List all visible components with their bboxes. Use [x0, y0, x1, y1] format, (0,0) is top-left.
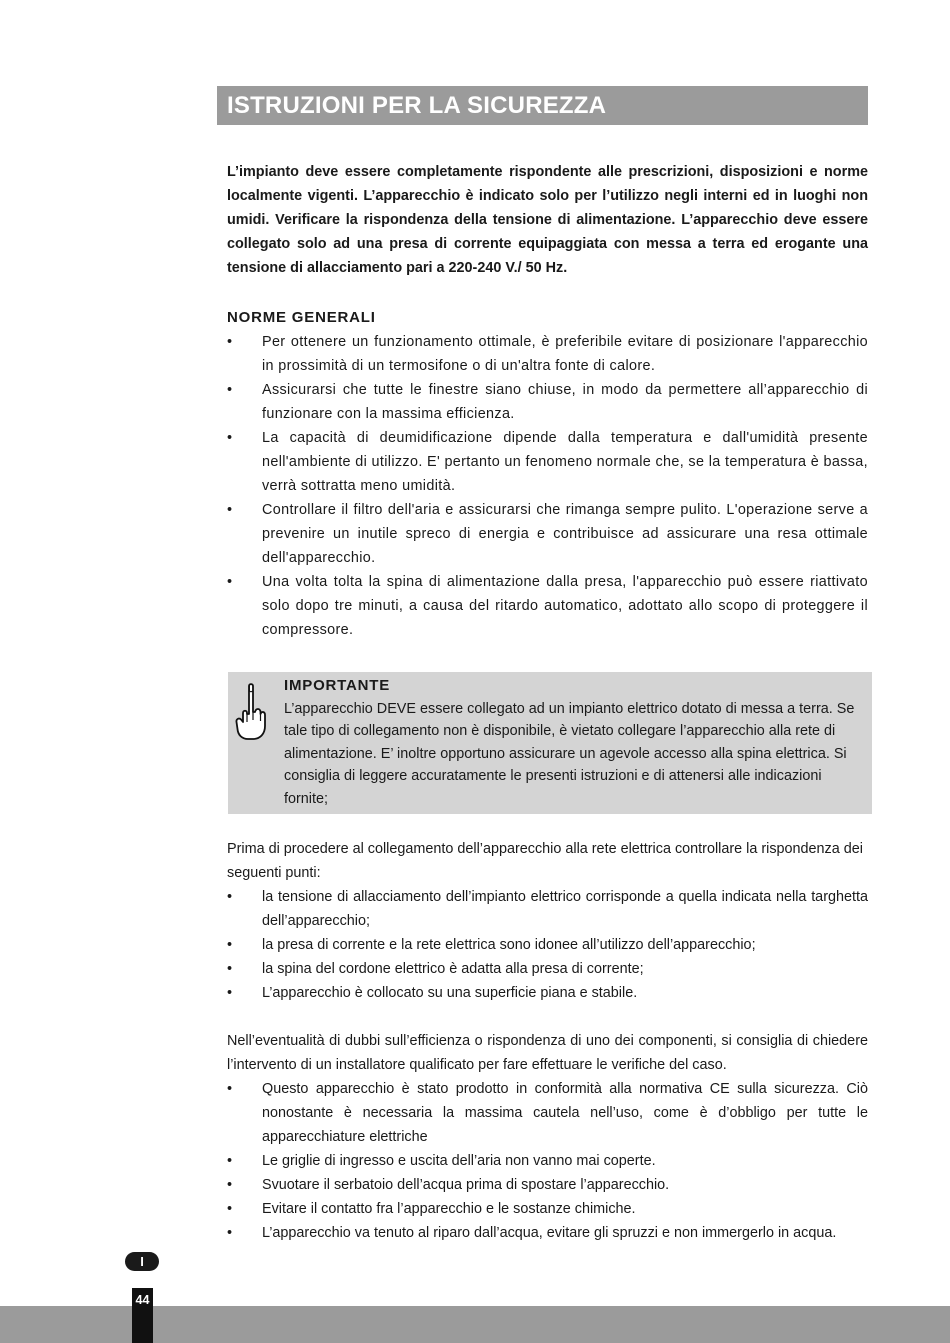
page-title: ISTRUZIONI PER LA SICUREZZA [217, 86, 868, 125]
checks-intro: Prima di procedere al collegamento dell’apparecchio alla rete elettrica controllare la rispondenza dei seguenti punti: [227, 841, 863, 881]
page-number: 44 [132, 1288, 153, 1343]
important-notice [228, 672, 872, 814]
list-item: • Evitare il contatto fra l’apparecchio e le sostanze chimiche. [227, 1197, 868, 1221]
list-item: • Le griglie di ingresso e uscita dell’aria non vanno mai coperte. [227, 1149, 868, 1173]
list-item: • Questo apparecchio è stato prodotto in conformità alla normativa CE sulla sicurezza. Ciò nonostante è necessaria la massima cautela nell’uso, come è d’obbligo per tutte le apparecchiature elettriche [227, 1077, 868, 1149]
language-badge: I [125, 1252, 159, 1271]
important-text: L’apparecchio DEVE essere collegato ad un impianto elettrico dotato di messa a terra. Se tale tipo di collegamento non è disponibile, è vietato collegare l’apparecchio alla rete di alimentazione. E’ inoltre opportuno assicurare un agevole accesso alla spina elettrica. Si consiglia di leggere accuratamente le presenti istruzioni e di attenersi alle indicazioni fornite; [284, 700, 855, 807]
list-item: • L’apparecchio va tenuto al riparo dall’acqua, evitare gli spruzzi e non immergerlo in acqua. [227, 1221, 868, 1245]
norme-list [227, 330, 868, 642]
list-item: • Una volta tolta la spina di alimentazione dalla presa, l'apparecchio può essere riattivato solo dopo tre minuti, a causa del ritardo automatico, adottato allo scopo di proteggere il compressore. [227, 570, 868, 642]
list-item: • Per ottenere un funzionamento ottimale, è preferibile evitare di posizionare l'apparecchio in prossimità di un termosifone o di un'altra fonte di calore. [227, 330, 868, 378]
list-item: • L’apparecchio è collocato su una superficie piana e stabile. [227, 981, 868, 1005]
important-title: IMPORTANTE [284, 677, 391, 694]
pointing-hand-icon [234, 682, 268, 742]
final-list [227, 1077, 868, 1245]
list-item: • Svuotare il serbatoio dell’acqua prima di spostare l’apparecchio. [227, 1173, 868, 1197]
doubts-paragraph: Nell’eventualità di dubbi sull’efficienza o rispondenza di uno dei componenti, si consiglia di chiedere l’intervento di un installatore qualificato per fare effettuare le verifiche del caso. [227, 1033, 868, 1073]
list-item: • La capacità di deumidificazione dipende dalla temperatura e dall'umidità presente nell'ambiente di utilizzo. E' pertanto un fenomeno normale che, se la temperatura è bassa, verrà sottratta meno umidità. [227, 426, 868, 498]
list-item: • Assicurarsi che tutte le finestre siano chiuse, in modo da permettere all’apparecchio di funzionare con la massima efficienza. [227, 378, 868, 426]
list-item: • la tensione di allacciamento dell’impianto elettrico corrisponde a quella indicata nella targhetta dell’apparecchio; [227, 885, 868, 933]
section-heading-norme: NORME GENERALI [227, 309, 376, 326]
list-item: • la presa di corrente e la rete elettrica sono idonee all’utilizzo dell’apparecchio; [227, 933, 868, 957]
list-item: • Controllare il filtro dell'aria e assicurarsi che rimanga sempre pulito. L'operazione serve a prevenire un inutile spreco di energia e contribuisce ad assicurare una resa ottimale dell'apparecchio. [227, 498, 868, 570]
checks-list [227, 885, 868, 1005]
intro-paragraph: L’impianto deve essere completamente rispondente alle prescrizioni, disposizioni e norme localmente vigenti. L’apparecchio è indicato solo per l’utilizzo negli interni ed in luoghi non umidi. Verificare la rispondenza della tensione di alimentazione. L’apparecchio deve essere collegato solo ad una presa di corrente equipaggiata con messa a terra ed erogante una tensione di allacciamento pari a 220-240 V./ 50 Hz. [227, 164, 868, 276]
main-content [227, 160, 868, 1245]
list-item: • la spina del cordone elettrico è adatta alla presa di corrente; [227, 957, 868, 981]
